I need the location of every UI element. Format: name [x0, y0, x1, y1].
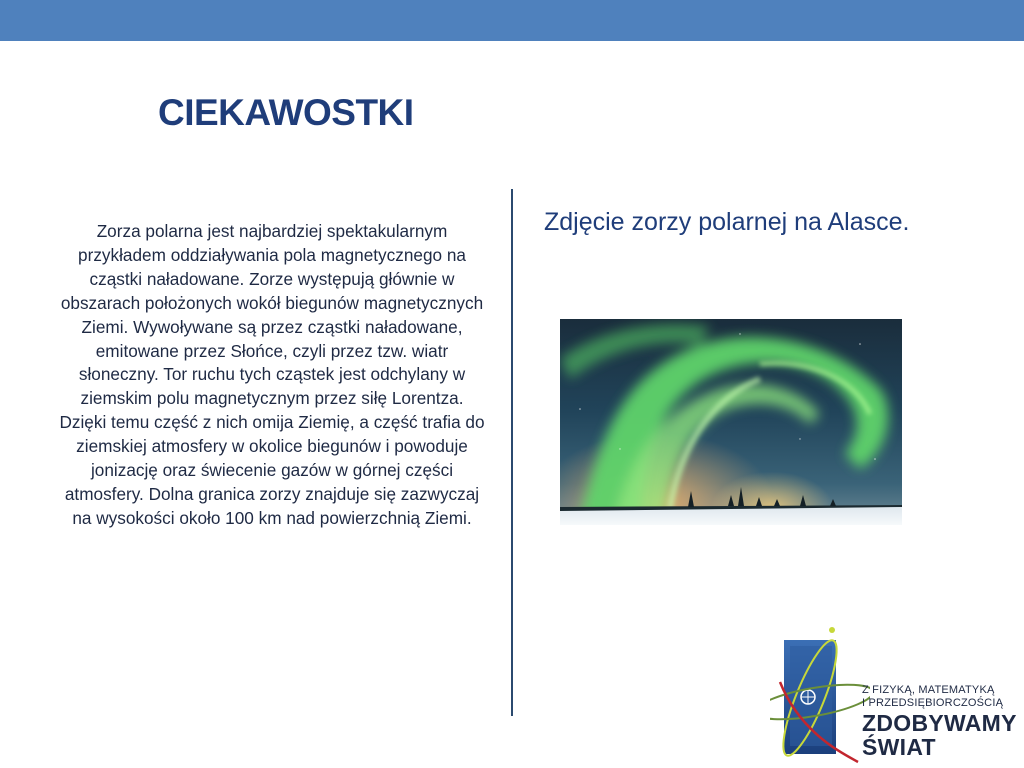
aurora-photo: [560, 319, 902, 525]
logo-tagline-1: Z FIZYKĄ, MATEMATYKĄ: [862, 684, 995, 696]
body-text: Zorza polarna jest najbardziej spektakularnym przykładem oddziaływania pola magnetycznego na cząstki naładowane. Zorze występują głównie w obszarach położonych wokół biegunów magnetycznych Ziemi. Wywoływane są przez cząstki naładowane, emitowane przez Słońce, czyli przez tzw. wiatr słoneczny. Tor ruchu tych cząstek jest odchylany w ziemskim polu magnetycznym przez siłę Lorentza. Dzięki temu część z nich omija Ziemię, a część trafia do ziemskiej atmosfery w okolice biegunów i powoduje jonizację oraz świecenie gazów w górnej części atmosfery. Dolna granica zorzy znajduje się zazwyczaj na wysokości około 100 km nad powierzchnią Ziemi.: [59, 221, 485, 528]
vertical-divider: [511, 189, 513, 716]
logo-title-1: ZDOBYWAMY: [862, 710, 1017, 736]
photo-caption: Zdjęcie zorzy polarnej na Alasce.: [544, 208, 910, 236]
slide-title: CIEKAWOSTKI: [158, 92, 414, 133]
project-logo: [770, 622, 1024, 768]
aurora-photo-image: [560, 319, 902, 525]
top-accent-bar: [0, 0, 1024, 41]
atom-book-icon: [770, 622, 870, 768]
logo-title-2: ŚWIAT: [862, 734, 936, 760]
logo-tagline-2: I PRZEDSIĘBIORCZOŚCIĄ: [862, 697, 1004, 709]
